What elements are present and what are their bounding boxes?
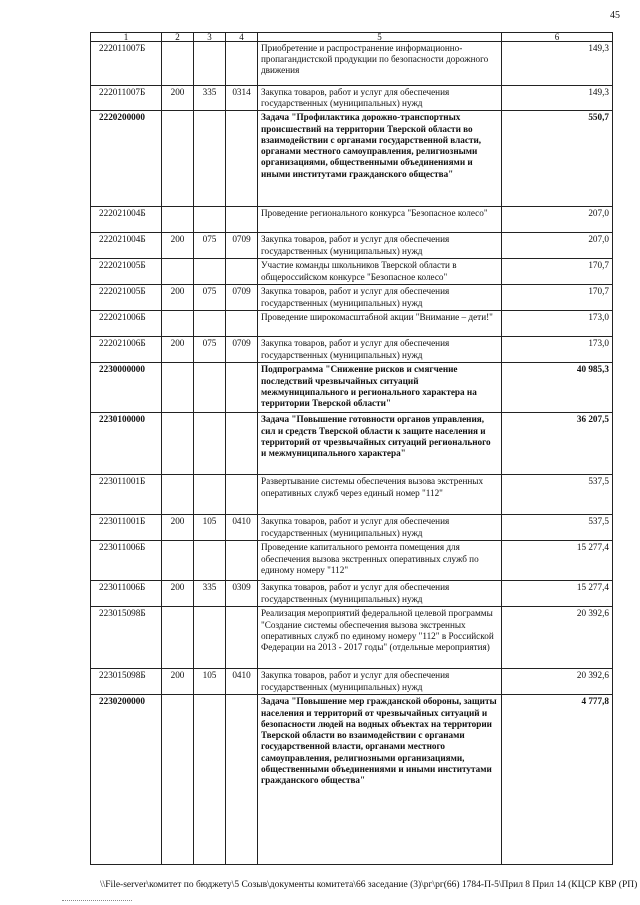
column-header: 4	[226, 33, 258, 42]
row-col2-cell: 200	[162, 337, 194, 363]
row-col3-cell	[194, 695, 226, 865]
row-col3-cell	[194, 413, 226, 475]
row-col4-cell	[226, 111, 258, 207]
column-header: 3	[194, 33, 226, 42]
table-row	[91, 363, 613, 413]
row-amount-cell: 207,0	[502, 207, 613, 233]
row-col4-cell: 0314	[226, 86, 258, 111]
row-description-cell: Закупка товаров, работ и услуг для обеспечения государственных (муниципальных) нужд	[258, 285, 502, 311]
row-col4-cell	[226, 541, 258, 581]
row-col3-cell	[194, 475, 226, 515]
table-row	[91, 207, 613, 233]
table-row	[91, 607, 613, 669]
row-code-cell: 223011001Б	[91, 515, 162, 541]
table-row	[91, 515, 613, 541]
row-col2-cell	[162, 207, 194, 233]
row-description-cell: Проведение широкомасштабной акции "Внимание – дети!"	[258, 311, 502, 337]
row-description-cell: Задача "Повышение мер гражданской обороны, защиты населения и территорий от чрезвычайных ситуаций и безопасности людей на водных объектах на территории Тверской области во взаимодействии с органами государственной власти, органами местного самоуправления, религиозными организациями, общественными объединениями и иными институтами гражданского общества"	[258, 695, 502, 865]
row-code-cell: 223011006Б	[91, 541, 162, 581]
row-amount-cell: 537,5	[502, 475, 613, 515]
page-number: 45	[610, 10, 620, 21]
table-row	[91, 259, 613, 285]
row-col2-cell: 200	[162, 285, 194, 311]
table-row	[91, 311, 613, 337]
row-code-cell: 222021005Б	[91, 259, 162, 285]
table-row	[91, 285, 613, 311]
row-col3-cell: 335	[194, 581, 226, 607]
row-col2-cell: 200	[162, 669, 194, 695]
row-code-cell: 223011006Б	[91, 581, 162, 607]
row-amount-cell: 20 392,6	[502, 607, 613, 669]
table-row	[91, 413, 613, 475]
row-amount-cell: 15 277,4	[502, 581, 613, 607]
row-amount-cell: 170,7	[502, 259, 613, 285]
row-amount-cell: 537,5	[502, 515, 613, 541]
table-row	[91, 541, 613, 581]
row-code-cell: 222021004Б	[91, 207, 162, 233]
table-row	[91, 86, 613, 111]
row-col4-cell	[226, 607, 258, 669]
row-amount-cell: 170,7	[502, 285, 613, 311]
row-col4-cell: 0709	[226, 285, 258, 311]
row-amount-cell: 149,3	[502, 86, 613, 111]
table-row	[91, 42, 613, 86]
row-code-cell: 222021005Б	[91, 285, 162, 311]
column-header: 6	[502, 33, 613, 42]
row-col4-cell	[226, 259, 258, 285]
row-amount-cell: 36 207,5	[502, 413, 613, 475]
budget-table	[90, 32, 613, 865]
row-description-cell: Закупка товаров, работ и услуг для обеспечения государственных (муниципальных) нужд	[258, 233, 502, 259]
row-col2-cell	[162, 541, 194, 581]
row-amount-cell: 149,3	[502, 42, 613, 86]
row-amount-cell: 40 985,3	[502, 363, 613, 413]
row-col3-cell: 105	[194, 669, 226, 695]
row-col3-cell	[194, 607, 226, 669]
row-col2-cell: 200	[162, 86, 194, 111]
row-col4-cell: 0309	[226, 581, 258, 607]
row-col4-cell: 0709	[226, 233, 258, 259]
row-description-cell: Реализация мероприятий федеральной целевой программы "Создание системы обеспечения вызова экстренных оперативных служб по единому номеру "112" в Российской Федерации на 2013 - 2017 годы" (отдельные мероприятия)	[258, 607, 502, 669]
row-description-cell: Закупка товаров, работ и услуг для обеспечения государственных (муниципальных) нужд	[258, 86, 502, 111]
row-code-cell: 223011001Б	[91, 475, 162, 515]
table-row	[91, 337, 613, 363]
row-description-cell: Закупка товаров, работ и услуг для обеспечения государственных (муниципальных) нужд	[258, 337, 502, 363]
row-col3-cell: 105	[194, 515, 226, 541]
row-description-cell: Задача "Повышение готовности органов управления, сил и средств Тверской области к защите населения и территорий от чрезвычайных ситуаций регионального и межмуниципального характера"	[258, 413, 502, 475]
row-col2-cell	[162, 475, 194, 515]
row-description-cell: Задача "Профилактика дорожно-транспортных происшествий на территории Тверской области во взаимодействии с органами государственной власти, органами местного самоуправления, религиозными организациями, общественными объединениями и иными институтами гражданского общества"	[258, 111, 502, 207]
row-description-cell: Закупка товаров, работ и услуг для обеспечения государственных (муниципальных) нужд	[258, 581, 502, 607]
row-description-cell: Подпрограмма "Снижение рисков и смягчение последствий чрезвычайных ситуаций межмуниципального и регионального характера на территории Тверской области"	[258, 363, 502, 413]
row-amount-cell: 4 777,8	[502, 695, 613, 865]
row-col2-cell	[162, 413, 194, 475]
row-description-cell: Приобретение и распространение информационно-пропагандистской продукции по безопасности дорожного движения	[258, 42, 502, 86]
table-row	[91, 669, 613, 695]
column-header: 2	[162, 33, 194, 42]
row-amount-cell: 15 277,4	[502, 541, 613, 581]
row-description-cell: Закупка товаров, работ и услуг для обеспечения государственных (муниципальных) нужд	[258, 515, 502, 541]
row-code-cell: 223015098Б	[91, 607, 162, 669]
row-col4-cell	[226, 311, 258, 337]
row-code-cell: 222021006Б	[91, 311, 162, 337]
table-row	[91, 695, 613, 865]
table-row	[91, 475, 613, 515]
row-amount-cell: 20 392,6	[502, 669, 613, 695]
row-col2-cell	[162, 111, 194, 207]
row-col3-cell	[194, 541, 226, 581]
row-amount-cell: 550,7	[502, 111, 613, 207]
row-col3-cell: 075	[194, 285, 226, 311]
row-col3-cell	[194, 207, 226, 233]
row-amount-cell: 173,0	[502, 311, 613, 337]
column-header-row	[91, 33, 613, 42]
row-col3-cell: 075	[194, 233, 226, 259]
row-col4-cell	[226, 695, 258, 865]
row-col3-cell	[194, 311, 226, 337]
row-code-cell: 222011007Б	[91, 86, 162, 111]
row-col3-cell	[194, 42, 226, 86]
row-col2-cell: 200	[162, 515, 194, 541]
row-code-cell: 2230100000	[91, 413, 162, 475]
row-amount-cell: 173,0	[502, 337, 613, 363]
row-description-cell: Развертывание системы обеспечения вызова экстренных оперативных служб через единый номер "112"	[258, 475, 502, 515]
row-col2-cell	[162, 259, 194, 285]
row-col2-cell: 200	[162, 581, 194, 607]
row-code-cell: 2220200000	[91, 111, 162, 207]
row-col2-cell: 200	[162, 233, 194, 259]
row-col2-cell	[162, 42, 194, 86]
row-code-cell: 223015098Б	[91, 669, 162, 695]
row-col3-cell: 075	[194, 337, 226, 363]
row-col4-cell	[226, 475, 258, 515]
row-col4-cell	[226, 42, 258, 86]
row-code-cell: 222021006Б	[91, 337, 162, 363]
row-description-cell: Проведение капитального ремонта помещения для обеспечения вызова экстренных оперативных служб по единому номеру "112"	[258, 541, 502, 581]
row-col4-cell: 0709	[226, 337, 258, 363]
row-code-cell: 222011007Б	[91, 42, 162, 86]
row-col3-cell	[194, 111, 226, 207]
column-header: 5	[258, 33, 502, 42]
row-col4-cell	[226, 363, 258, 413]
row-amount-cell: 207,0	[502, 233, 613, 259]
row-col3-cell	[194, 259, 226, 285]
file-path-footer: \\File-server\комитет по бюджету\5 Созыв\документы комитета\66 заседание (3)\рг\рг(66) 1784-П-5\Прил 8 Прил 14 (КЦСР КВР (РП)	[100, 880, 638, 890]
row-col4-cell: 0410	[226, 669, 258, 695]
row-description-cell: Проведение регионального конкурса "Безопасное колесо"	[258, 207, 502, 233]
footer-divider	[62, 900, 132, 901]
row-code-cell: 222021004Б	[91, 233, 162, 259]
row-description-cell: Участие команды школьников Тверской области в общероссийском конкурсе "Безопасное колесо"	[258, 259, 502, 285]
table-row	[91, 111, 613, 207]
row-col2-cell	[162, 363, 194, 413]
row-code-cell: 2230200000	[91, 695, 162, 865]
column-header: 1	[91, 33, 162, 42]
row-col3-cell	[194, 363, 226, 413]
row-description-cell: Закупка товаров, работ и услуг для обеспечения государственных (муниципальных) нужд	[258, 669, 502, 695]
row-col2-cell	[162, 311, 194, 337]
row-code-cell: 2230000000	[91, 363, 162, 413]
row-col4-cell: 0410	[226, 515, 258, 541]
row-col4-cell	[226, 413, 258, 475]
row-col2-cell	[162, 607, 194, 669]
table-row	[91, 581, 613, 607]
row-col4-cell	[226, 207, 258, 233]
row-col2-cell	[162, 695, 194, 865]
row-col3-cell: 335	[194, 86, 226, 111]
table-row	[91, 233, 613, 259]
